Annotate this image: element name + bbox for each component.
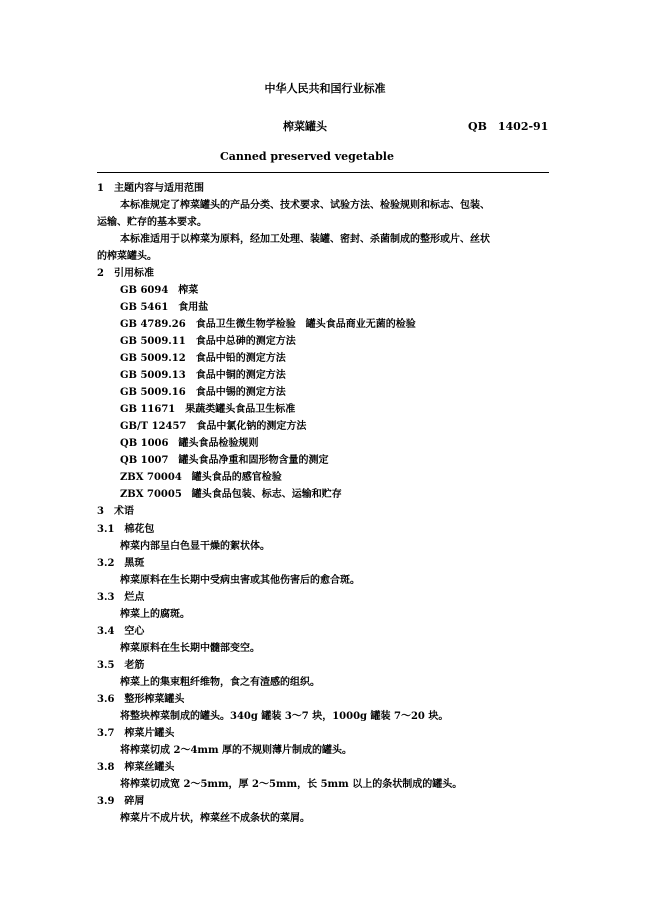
section-3-heading: 3 术语: [97, 506, 134, 517]
term-name: 老筋: [124, 660, 145, 671]
term-name: 黑斑: [124, 558, 145, 569]
section-1-heading: 1 主题内容与适用范围: [97, 183, 204, 194]
term-heading: [97, 557, 144, 571]
term-definition: 榨菜片不成片状，榨菜丝不成条状的菜屑。: [120, 813, 310, 824]
section-2-heading: 2 引用标准: [97, 268, 154, 279]
header-divider: [97, 172, 549, 173]
term-heading: [97, 625, 144, 639]
reference-item: ZBX 70004 罐头食品的感官检验: [120, 472, 282, 483]
term-name: 碎屑: [124, 796, 145, 807]
standard-name: 榨菜罐头: [283, 120, 327, 133]
section-1-paragraph-2-line-1: 本标准适用于以榨菜为原料，经加工处理、装罐、密封、杀菌制成的整形或片、丝状: [120, 234, 490, 245]
term-heading: [97, 523, 154, 537]
term-definition: 榨菜内部呈白色显干燥的絮状体。: [120, 541, 270, 552]
term-definition: 榨菜原料在生长期中髓部变空。: [120, 643, 260, 654]
term-heading: [97, 659, 144, 673]
english-title: Canned preserved vegetable: [220, 150, 394, 163]
term-number: 3.7: [97, 728, 115, 739]
reference-item: QB 1006 罐头食品检验规则: [120, 438, 259, 449]
reference-item: GB 6094 榨菜: [120, 285, 199, 296]
term-definition: 将榨菜切成 2～4mm 厚的不规则薄片制成的罐头。: [120, 745, 353, 756]
term-number: 3.9: [97, 796, 115, 807]
term-definition: 将整块榨菜制成的罐头。340g 罐装 3～7 块，1000g 罐装 7～20 块。: [120, 711, 449, 722]
term-name: 空心: [124, 626, 145, 637]
reference-item: ZBX 70005 罐头食品包装、标志、运输和贮存: [120, 489, 342, 500]
term-number: 3.5: [97, 660, 115, 671]
term-definition: 榨菜上的集束粗纤维物，食之有渣感的组织。: [120, 677, 320, 688]
org-title: 中华人民共和国行业标准: [264, 82, 386, 95]
term-name: 烂点: [124, 592, 145, 603]
term-heading: [97, 795, 144, 809]
reference-item: GB 5461 食用盐: [120, 302, 209, 313]
reference-item: GB 11671 果蔬类罐头食品卫生标准: [120, 404, 296, 415]
term-number: 3.2: [97, 558, 115, 569]
term-heading: [97, 591, 144, 605]
reference-item: GB/T 12457 食品中氯化钠的测定方法: [120, 421, 307, 432]
term-name: 榨菜片罐头: [124, 728, 175, 739]
section-1-paragraph-1-line-1: 本标准规定了榨菜罐头的产品分类、技术要求、试验方法、检验规则和标志、包装、: [120, 200, 490, 211]
reference-item: QB 1007 罐头食品净重和固形物含量的测定: [120, 455, 329, 466]
term-definition: 将榨菜切成宽 2～5mm，厚 2～5mm，长 5mm 以上的条状制成的罐头。: [120, 779, 463, 790]
term-heading: [97, 693, 184, 707]
term-definition: 榨菜原料在生长期中受病虫害或其他伤害后的愈合斑。: [120, 575, 360, 586]
term-heading: [97, 761, 174, 775]
section-1-paragraph-1-line-2: 运输、贮存的基本要求。: [97, 217, 207, 228]
term-heading: [97, 727, 174, 741]
reference-item: GB 5009.12 食品中铅的测定方法: [120, 353, 286, 364]
reference-item: GB 4789.26 食品卫生微生物学检验 罐头食品商业无菌的检验: [120, 319, 416, 330]
term-name: 整形榨菜罐头: [124, 694, 185, 705]
term-number: 3.8: [97, 762, 115, 773]
reference-item: GB 5009.11 食品中总砷的测定方法: [120, 336, 296, 347]
term-definition: 榨菜上的腐斑。: [120, 609, 190, 620]
section-1-paragraph-2-line-2: 的榨菜罐头。: [97, 251, 157, 262]
term-name: 棉花包: [124, 524, 155, 535]
term-number: 3.6: [97, 694, 115, 705]
term-number: 3.1: [97, 524, 115, 535]
reference-item: GB 5009.16 食品中锡的测定方法: [120, 387, 286, 398]
reference-item: GB 5009.13 食品中铜的测定方法: [120, 370, 286, 381]
standard-code: QB 1402-91: [468, 120, 549, 133]
term-number: 3.3: [97, 592, 115, 603]
term-number: 3.4: [97, 626, 115, 637]
term-name: 榨菜丝罐头: [124, 762, 175, 773]
